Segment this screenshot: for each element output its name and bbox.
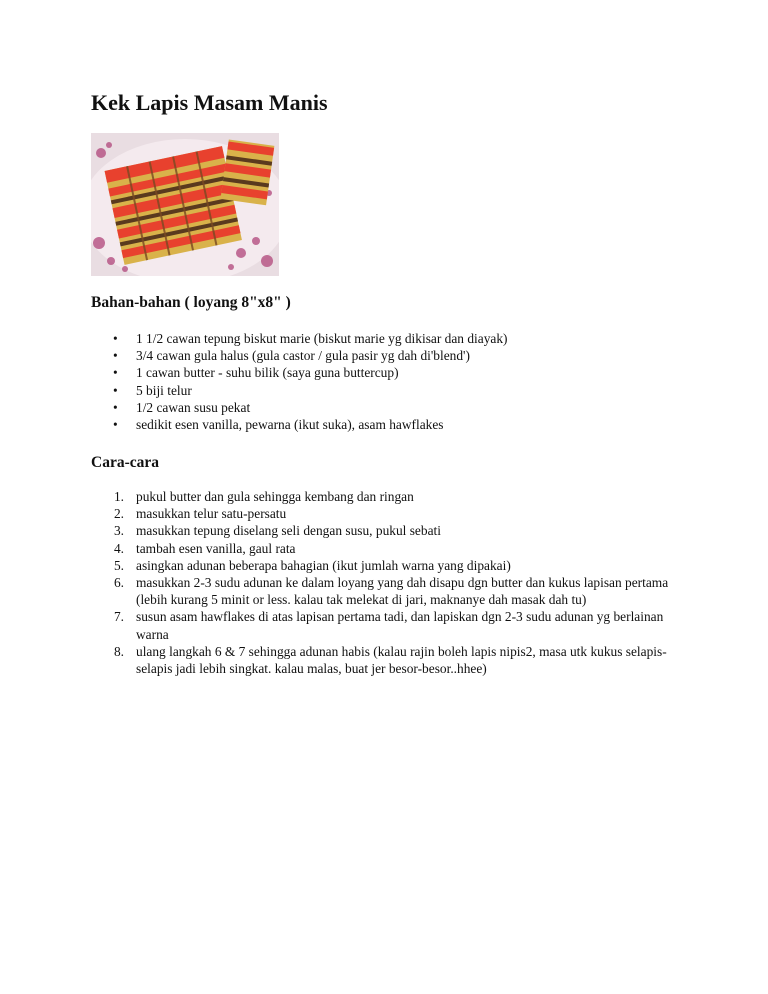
- step-number: 1.: [113, 489, 124, 504]
- list-item: • 5 biji telur: [91, 382, 681, 399]
- method-steps: [91, 488, 681, 677]
- step-text: susun asam hawflakes di atas lapisan pertama tadi, dan lapiskan dgn 2-3 sudu adunan yg berlainan warna: [136, 609, 664, 642]
- step-number: 4.: [113, 540, 124, 556]
- step-number: 6.: [113, 575, 124, 591]
- step-text: masukkan 2-3 sudu adunan ke dalam loyang yang dah disapu dgn butter dan kukus lapisan pertama (lebih kurang 5 minit or less. kalau tak melekat di jari, maknanye dah masak dah tu): [136, 575, 669, 608]
- step-number: 7.: [113, 609, 124, 625]
- step-text: asingkan adunan beberapa bahagian (ikut jumlah warna yang dipakai): [136, 557, 511, 573]
- step-text: masukkan telur satu-persatu: [136, 506, 287, 522]
- step-text: masukkan tepung diselang seli dengan susu, pukul sebati: [136, 523, 441, 539]
- step-text: ulang langkah 6 & 7 sehingga adunan habis (kalau rajin boleh lapis nipis2, masa utk kukus selapis-selapis jadi lebih singkat. kalau malas, buat jer besor-besor..hhee): [136, 643, 667, 677]
- list-item: [91, 574, 681, 608]
- ingredients-list: [91, 330, 681, 433]
- step-text: pukul butter dan gula sehingga kembang dan ringan: [136, 489, 414, 504]
- list-item: • 1 cawan butter - suhu bilik (saya guna buttercup): [91, 364, 681, 381]
- list-item: [91, 488, 681, 505]
- list-item: • 1 1/2 cawan tepung biskut marie (biskut marie yg dikisar dan diayak): [91, 330, 681, 347]
- list-item: [91, 522, 681, 539]
- step-text: tambah esen vanilla, gaul rata: [136, 540, 296, 556]
- page-title: Kek Lapis Masam Manis: [91, 90, 328, 115]
- layered-cake-photo-icon: [91, 133, 279, 276]
- list-item: [91, 557, 681, 574]
- list-item: • sedikit esen vanilla, pewarna (ikut suka), asam hawflakes: [91, 416, 681, 433]
- step-number: 5.: [113, 557, 124, 573]
- list-item: • 1/2 cawan susu pekat: [91, 399, 681, 416]
- step-number: 2.: [113, 506, 124, 522]
- list-item: [91, 540, 681, 557]
- method-heading: Cara-cara: [91, 454, 159, 471]
- ingredients-heading: Bahan-bahan ( loyang 8"x8" ): [91, 294, 291, 311]
- list-item: [91, 505, 681, 522]
- step-number: 8.: [113, 643, 124, 659]
- list-item: [91, 643, 681, 677]
- cake-photo: [91, 133, 279, 276]
- step-number: 3.: [113, 523, 124, 539]
- list-item: • 3/4 cawan gula halus (gula castor / gula pasir yg dah di'blend'): [91, 347, 681, 364]
- list-item: [91, 608, 681, 642]
